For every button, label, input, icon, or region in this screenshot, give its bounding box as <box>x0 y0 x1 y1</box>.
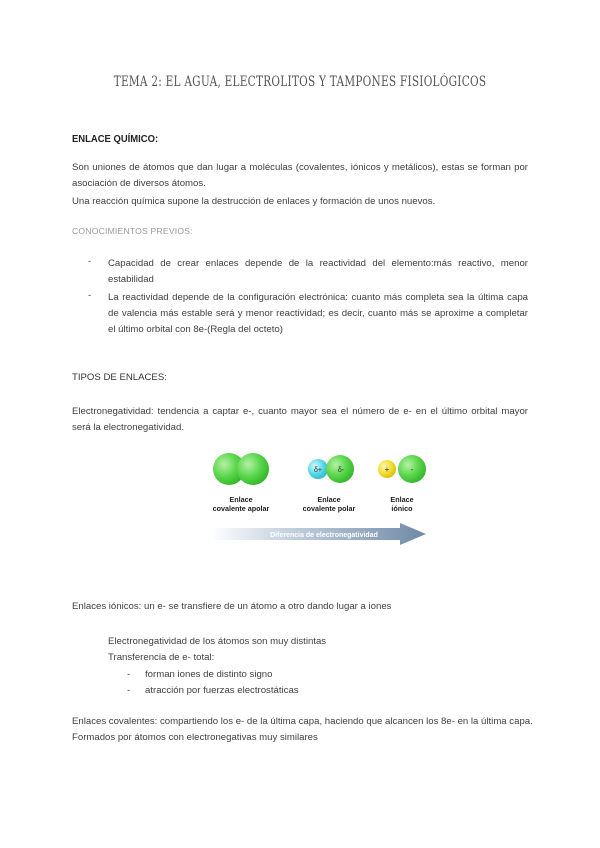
delta-plus-label: δ+ <box>314 467 322 474</box>
label-covalente-polar-2: covalente polar <box>302 504 356 513</box>
ion-minus-label: - <box>410 465 414 474</box>
ion-plus-label: + <box>384 465 390 474</box>
label-covalente-apolar-2: covalente apolar <box>212 504 270 513</box>
list-item: Capacidad de crear enlaces depende de la reactividad del elemento:más reactivo, menor estabilidad <box>108 258 528 285</box>
covalentes-paragraph-2: Formados por átomos con electronegativas muy similares <box>72 732 318 743</box>
ionicos-sub-2: Transferencia de e- total: <box>108 652 215 663</box>
bullet-marker: - <box>127 669 131 680</box>
atom-green <box>237 453 269 485</box>
intro-paragraph: Son uniones de átomos que dan lugar a moléculas (covalentes, iónicos y metálicos), estas se forman por asociación de diversos átomos. <box>72 162 528 189</box>
covalentes-paragraph: Enlaces covalentes: compartiendo los e- de la última capa, haciendo que alcancen los 8e- en la última capa. <box>72 716 533 727</box>
delta-minus-label: δ- <box>337 467 345 474</box>
label-ionico-2: iónico <box>391 504 413 513</box>
arrow-label: Diferencia de electronegatividad <box>270 532 378 539</box>
bullet-marker: - <box>127 685 131 696</box>
list-item: La reactividad depende de la configuración electrónica: cuanto más completa sea la última capa de valencia más estable será y menor reactividad; es decir, cuanto más se aproxime a completar el último orbital con 8e-(Regla del octeto) <box>108 292 528 335</box>
electronegatividad-paragraph: Electronegatividad: tendencia a captar e-, cuanto mayor sea el número de e- en el último orbital mayor será la electronegatividad. <box>72 406 528 433</box>
bond-types-figure <box>200 446 440 550</box>
ionicos-sub-1: Electronegatividad de los átomos son muy distintas <box>108 636 327 647</box>
list-item: atracción por fuerzas electrostáticas <box>145 685 299 696</box>
page-title: TEMA 2: EL AGUA, ELECTROLITOS Y TAMPONES FISIOLÓGICOS <box>113 74 487 90</box>
section-heading-enlace-quimico: ENLACE QUÍMICO: <box>72 133 159 145</box>
label-covalente-polar: Enlace <box>317 495 341 504</box>
section-heading-tipos-enlaces: TIPOS DE ENLACES: <box>72 372 167 383</box>
label-covalente-apolar: Enlace <box>229 495 253 504</box>
intro-paragraph-2: Una reacción química supone la destrucción de enlaces y formación de unos nuevos. <box>72 196 436 207</box>
list-item: forman iones de distinto signo <box>145 669 273 680</box>
bullet-marker: - <box>88 290 92 301</box>
subheading-conocimientos-previos: CONOCIMIENTOS PREVIOS: <box>72 226 193 236</box>
bullet-marker: - <box>88 256 92 267</box>
ionicos-paragraph: Enlaces iónicos: un e- se transfiere de un átomo a otro dando lugar a iones <box>72 601 392 612</box>
label-ionico: Enlace <box>390 495 414 504</box>
